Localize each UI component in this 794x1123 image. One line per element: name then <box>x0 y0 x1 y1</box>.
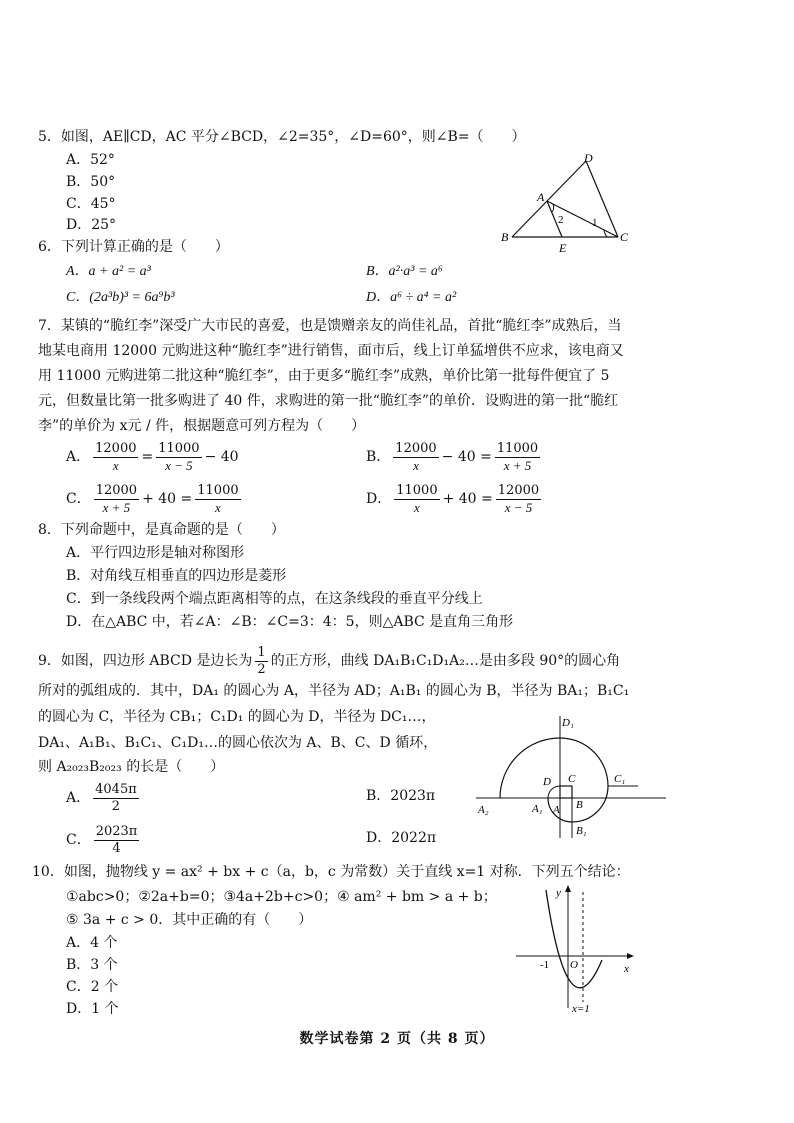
q8-option-c: C．到一条线段两个端点距离相等的点，在这条线段的垂直平分线上 <box>66 591 483 607</box>
q9-line5: 则 A₂₀₂₃B₂₀₂₃ 的长是（ ） <box>38 759 225 775</box>
q9-label-a1: A₁ <box>532 803 543 815</box>
q7-option-c <box>66 479 244 519</box>
q9-option-d: D．2022π <box>366 830 437 846</box>
q10-label-origin: O <box>570 959 578 971</box>
q7-d-d1: x <box>414 499 420 515</box>
q9-stem-suffix: 的正方形，曲线 DA₁B₁C₁D₁A₂…是由多段 90°的圆心角 <box>270 653 621 669</box>
q5-label-angle1: 1 <box>592 217 598 229</box>
q9-a-num: 4045π <box>95 781 137 797</box>
q9-option-b: B．2023π <box>366 788 436 804</box>
page-footer: 数学试卷第 2 页（共 8 页） <box>299 1031 495 1047</box>
q5-label-a: A <box>537 190 545 204</box>
q10-label-neg1: -1 <box>540 959 550 971</box>
q5-label-d: D <box>584 151 593 165</box>
q5-option-d: D．25° <box>66 217 117 233</box>
q7-b-d2: x + 5 <box>503 457 532 473</box>
q7-b-letter: B． <box>366 448 391 465</box>
q10-option-c: C．2 个 <box>66 979 119 995</box>
q9-label-b1: B₁ <box>576 825 587 837</box>
q7-b-n1: 12000 <box>395 440 437 456</box>
q9-half-den: 2 <box>257 661 266 677</box>
q10-label-axis: x=1 <box>572 1003 590 1015</box>
q8-option-b: B．对角线互相垂直的四边形是菱形 <box>66 568 287 584</box>
q7-stem: 7．某镇的“脆红李”深受广大市民的喜爱，也是馈赠亲友的尚佳礼品，首批“脆红李”成熟后，当地某电商用 12000 元购进这种“脆红李”进行销售，面市后，线上订单猛增供不应求，该电商又用 11000 元购进第二批这种“脆红李”，由于更多“脆红李”成熟，单价比第一批每件便宜了 5 元，但数量比第一批多购进了 40 件，求购进的第一批“脆红李”的单价．设购进的第一批“脆红李”的单价为 x元 / 件，根据题意可列方程为（ ） <box>38 318 624 434</box>
q7-a-tail: − 40 <box>204 448 239 465</box>
q10-option-b: B．3 个 <box>66 957 118 973</box>
q10-line3: ⑤ 3a + c > 0．其中正确的有（ ） <box>66 912 313 928</box>
q9-label-c: C <box>568 773 576 785</box>
q6-option-b: B．a²·a³ = a⁶ <box>366 264 443 279</box>
q5-stem: 5．如图，AE∥CD，AC 平分∠BCD，∠2=35°，∠D=60°，则∠B=（ ） <box>38 129 526 145</box>
q7-d-n2: 12000 <box>497 482 540 498</box>
q5-label-b: B <box>501 230 509 244</box>
q5-label-c: C <box>620 230 629 244</box>
q8-option-a: A．平行四边形是轴对称图形 <box>66 545 245 561</box>
q10-parabola-figure <box>510 880 640 1015</box>
q9-label-c1: C₁ <box>614 773 626 785</box>
q9-stem-prefix: 9．如图，四边形 ABCD 是边长为 <box>38 653 253 669</box>
q5-triangle-figure <box>490 148 640 260</box>
q5-option-c: C．45° <box>66 196 116 212</box>
q7-a-letter: A． <box>66 448 91 465</box>
q7-option-a <box>66 437 239 477</box>
q7-option-b <box>366 437 543 477</box>
q7-b-n2: 11000 <box>496 440 539 456</box>
q7-d-mid: + 40 = <box>442 490 493 507</box>
q8-stem: 8．下列命题中，是真命题的是（ ） <box>38 522 285 538</box>
q7-a-eq: = <box>141 448 154 465</box>
q9-c-den: 4 <box>112 840 121 856</box>
q10-label-y: y <box>556 887 561 899</box>
q9-label-a: A <box>553 804 560 816</box>
q7-option-d <box>366 479 544 519</box>
q9-label-b: B <box>576 799 583 811</box>
q7-c-n1: 12000 <box>95 482 138 498</box>
q9-line4: DA₁、A₁B₁、B₁C₁、C₁D₁…的圆心依次为 A、B、C、D 循环， <box>38 735 438 751</box>
q10-stem: 10．如图，抛物线 y = ax² + bx + c（a，b，c 为常数）关于直线 x=1 对称．下列五个结论： <box>32 864 630 880</box>
q7-a-n2: 11000 <box>158 440 200 456</box>
q7-b-mid: − 40 = <box>441 448 492 465</box>
q5-option-b: B．50° <box>66 174 116 190</box>
q7-c-mid: + 40 = <box>142 490 193 507</box>
q7-d-d2: x − 5 <box>504 499 533 515</box>
q9-a-den: 2 <box>111 798 121 814</box>
q7-a-d2: x − 5 <box>165 457 193 473</box>
q7-a-n1: 12000 <box>95 440 137 456</box>
q10-option-d: D．1 个 <box>66 1001 119 1017</box>
q9-line2: 所对的弧组成的．其中，DA₁ 的圆心为 A，半径为 AD；A₁B₁ 的圆心为 B，半径为 BA₁；B₁C₁ <box>38 683 630 699</box>
q9-stem <box>38 645 620 677</box>
q7-c-letter: C． <box>66 490 91 507</box>
q6-option-c: C．(2a³b)³ = 6a⁹b³ <box>66 290 175 305</box>
q8-option-d: D．在△ABC 中，若∠A：∠B：∠C=3：4：5，则△ABC 是直角三角形 <box>66 614 514 630</box>
q7-a-d1: x <box>112 457 119 473</box>
q5-option-a: A．52° <box>66 152 115 168</box>
q9-arc-figure <box>470 712 670 842</box>
q10-line2: ①abc>0；②2a+b=0；③4a+2b+c>0；④ am² + bm > a + b； <box>66 889 497 905</box>
q7-c-n2: 11000 <box>197 482 239 498</box>
q9-line3: 的圆心为 C，半径为 CB₁；C₁D₁ 的圆心为 D，半径为 DC₁…， <box>38 709 436 725</box>
q7-d-n1: 11000 <box>396 482 438 498</box>
q9-label-d: D <box>543 776 551 788</box>
q6-option-d: D．a⁶ ÷ a⁴ = a² <box>366 290 457 305</box>
q10-label-x: x <box>624 963 629 975</box>
q9-c-num: 2023π <box>95 823 138 839</box>
q7-c-d1: x + 5 <box>102 499 131 515</box>
q5-label-e: E <box>559 241 567 255</box>
q9-option-c <box>66 820 142 860</box>
q9-label-d1: D₁ <box>562 717 574 729</box>
q6-stem: 6．下列计算正确的是（ ） <box>38 239 229 255</box>
q9-c-letter: C． <box>66 831 91 848</box>
q5-label-angle2: 2 <box>558 214 564 226</box>
q9-label-a2: A₂ <box>478 804 489 816</box>
q10-option-a: A．4 个 <box>66 935 118 951</box>
q9-a-letter: A． <box>66 789 91 806</box>
q9-option-a <box>66 778 142 818</box>
q7-b-d1: x <box>413 457 419 473</box>
q9-half-num: 1 <box>257 644 266 660</box>
q7-d-letter: D． <box>366 490 392 507</box>
q6-option-a: A．a + a² = a³ <box>66 264 151 279</box>
q7-c-d2: x <box>215 499 221 515</box>
